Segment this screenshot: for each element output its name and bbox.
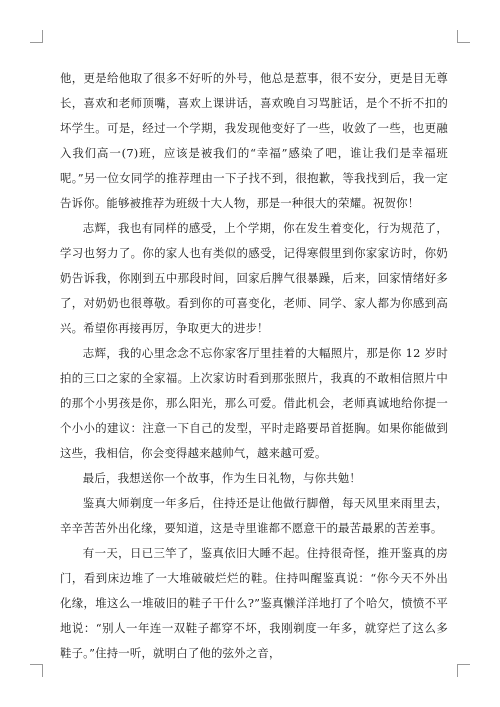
crop-mark-top-left — [30, 30, 43, 43]
document-body — [60, 66, 448, 666]
paragraph-2: 志辉，我也有同样的感受，上个学期，你在发生着变化，行为规范了，学习也努力了。你的家人也有类似的感受，记得寒假里到你家家访时，你奶奶告诉我，你刚到五中那段时间，回家后脾气很暴躁，后来，回家情绪好多了，对奶奶也很尊敬。看到你的可喜变化，老师、同学、家人都为你感到高兴。希望你再接再厉，争取更大的进步！ — [60, 221, 448, 335]
crop-mark-top-right — [457, 30, 470, 43]
crop-mark-bottom-right — [457, 664, 470, 677]
paragraph-1: 他，更是给他取了很多不好听的外号，他总是惹事，很不安分，更是目无尊长，喜欢和老师顶嘴，喜欢上课讲话，喜欢晚自习骂脏话，是个不折不扣的坏学生。可是，经过一个学期，我发现他变好了一些，收敛了一些，也更融入我们高一(7)班，应该是被我们的“幸福”感染了吧，谁让我们是幸福班呢。”另一位女同学的推荐理由一下子找不到，很抱歉，等我找到后，我一定告诉你。能够被推荐为班级十大人物，那是一种很大的荣耀。祝贺你！ — [60, 71, 448, 210]
paragraph-3: 志辉，我的心里念念不忘你家客厅里挂着的大幅照片，那是你 12 岁时拍的三口之家的全家福。上次家访时看到那张照片，我真的不敢相信照片中的那个小男孩是你，那么阳光，那么可爱。借此机会，老师真诚地给你提一个小小的建议：注意一下自己的发型，平时走路要昂首挺胸。如果你能做到这些，我相信，你会变得越来越帅气，越来越可爱。 — [60, 346, 448, 460]
paragraph-5: 鉴真大师剃度一年多后，住持还是让他做行脚僧，每天风里来雨里去，辛辛苦苦外出化缘，要知道，这是寺里谁都不愿意干的最苦最累的苦差事。 — [60, 496, 448, 535]
paragraph-6: 有一天，日已三竿了，鉴真依旧大睡不起。住持很奇怪，推开鉴真的房门，看到床边堆了一大堆破破烂烂的鞋。住持叫醒鉴真说：“你今天不外出化缘，堆这么一堆破旧的鞋子干什么?”鉴真懒洋洋地打了个哈欠，愤愤不平地说：“别人一年连一双鞋子都穿不坏，我刚剃度一年多，就穿烂了这么多鞋子。”住持一听，就明白了他的弦外之音， — [60, 546, 448, 660]
crop-mark-bottom-left — [30, 664, 43, 677]
paragraph-4: 最后，我想送你一个故事，作为生日礼物，与你共勉！ — [82, 471, 361, 485]
